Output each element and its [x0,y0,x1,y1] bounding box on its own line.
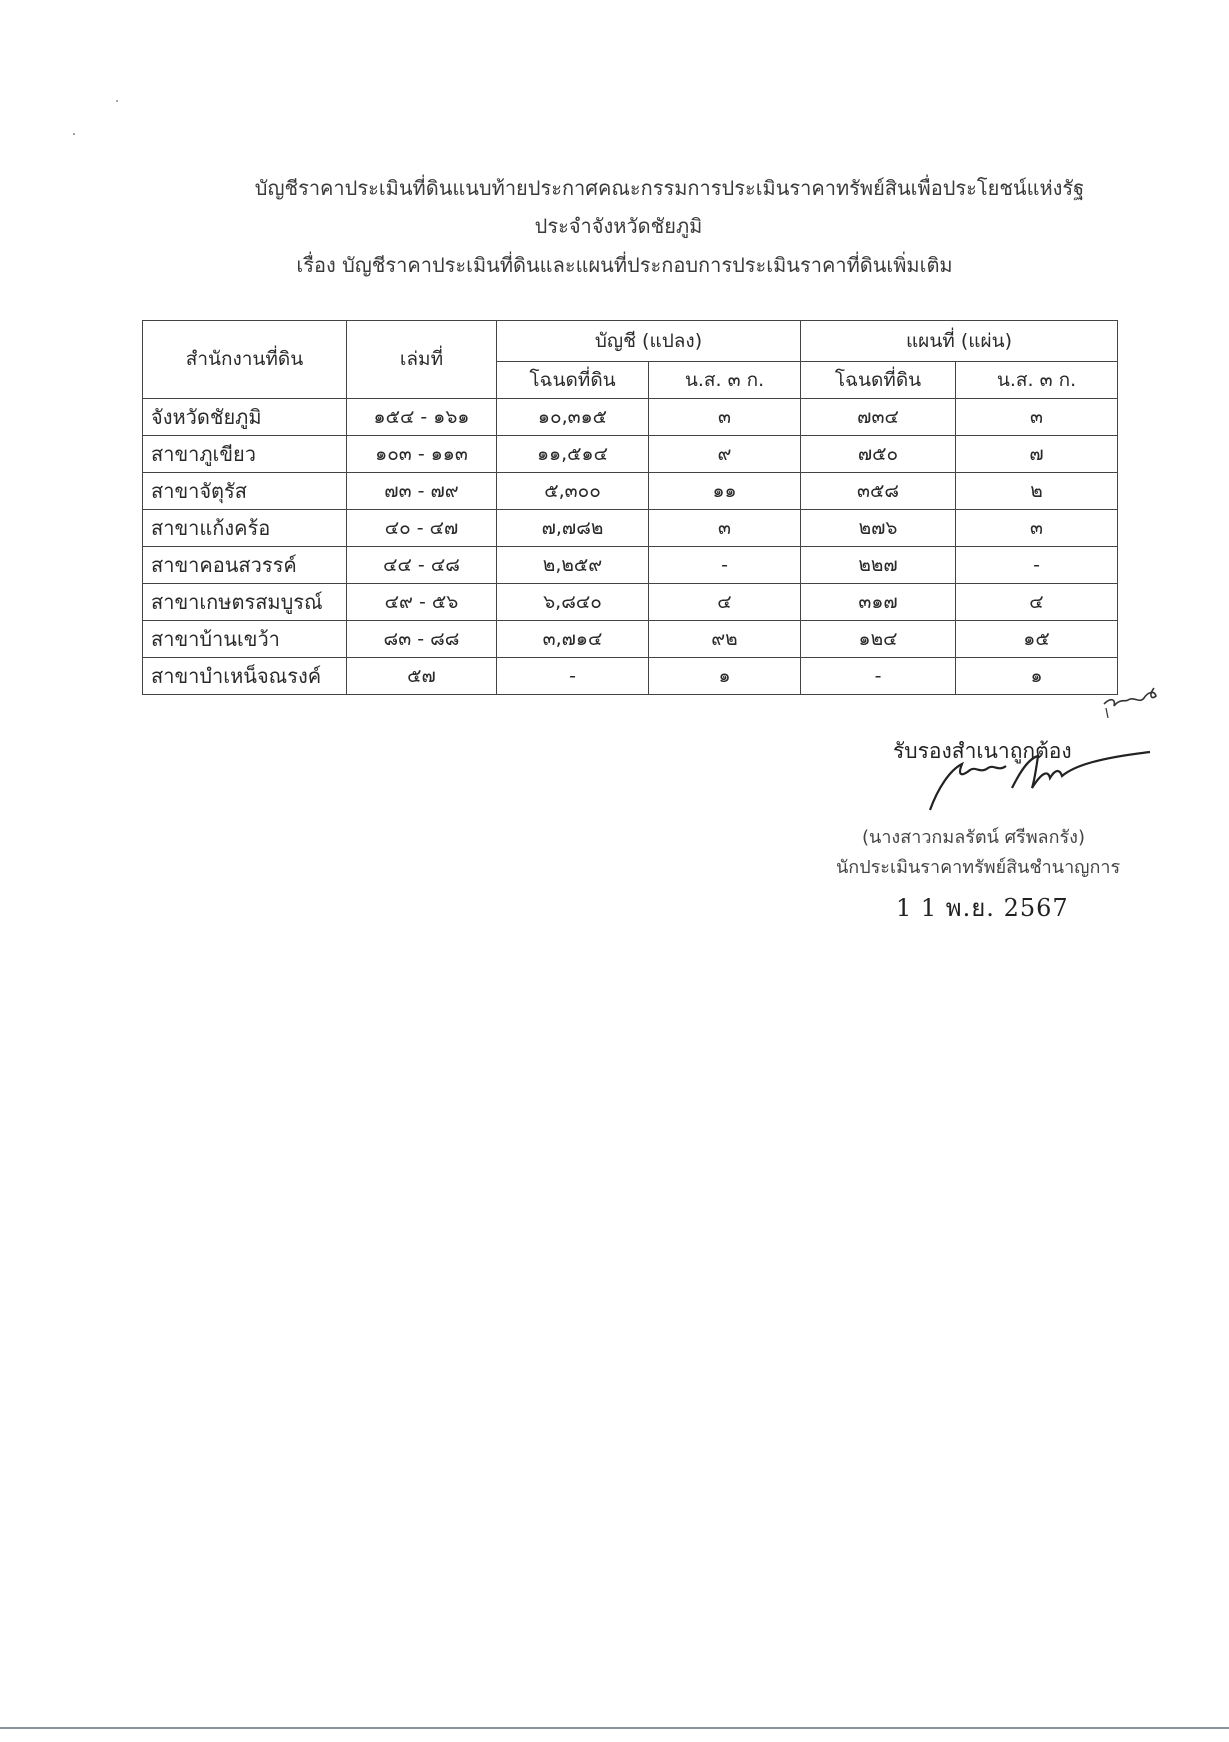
volume-cell: ๑๐๓ - ๑๑๓ [347,436,497,473]
account-ns3k-cell: ๓ [649,399,801,436]
office-cell: สาขาจัตุรัส [143,473,347,510]
volume-cell: ๔๐ - ๔๗ [347,510,497,547]
table-body [143,399,1118,695]
document-title-line-3: เรื่อง บัญชีราคาประเมินที่ดินและแผนที่ประกอบการประเมินราคาที่ดินเพิ่มเติม [296,253,953,277]
land-appraisal-table [142,320,1118,695]
office-cell: สาขาภูเขียว [143,436,347,473]
header-volume: เล่มที่ [347,321,497,399]
table-row [143,473,1118,510]
volume-cell: ๘๓ - ๘๘ [347,621,497,658]
certification-date-stamp: 1 1 พ.ย. 2567 [896,894,1069,922]
map-chanote-cell: ๒๒๗ [801,547,956,584]
table-row [143,584,1118,621]
table-row [143,399,1118,436]
office-cell: สาขาบ้านเขว้า [143,621,347,658]
account-chanote-cell: ๒,๒๕๙ [497,547,649,584]
document-title-line-1: บัญชีราคาประเมินที่ดินแนบท้ายประกาศคณะกรรมการประเมินราคาทรัพย์สินเพื่อประโยชน์แห่งรัฐ [254,176,1085,200]
account-ns3k-cell: ๑๑ [649,473,801,510]
map-ns3k-cell: - [956,547,1118,584]
scan-bottom-edge [0,1727,1229,1729]
table-row [143,621,1118,658]
map-chanote-cell: - [801,658,956,695]
volume-cell: ๑๕๔ - ๑๖๑ [347,399,497,436]
account-ns3k-cell: ๙๒ [649,621,801,658]
map-chanote-cell: ๗๕๐ [801,436,956,473]
map-ns3k-cell: ๑๕ [956,621,1118,658]
office-cell: สาขาคอนสวรรค์ [143,547,347,584]
table-row [143,510,1118,547]
map-chanote-cell: ๓๑๗ [801,584,956,621]
account-chanote-cell: ๖,๘๔๐ [497,584,649,621]
table-row [143,658,1118,695]
map-ns3k-cell: ๓ [956,510,1118,547]
signer-position: นักประเมินราคาทรัพย์สินชำนาญการ [836,857,1121,878]
account-chanote-cell: ๗,๗๘๒ [497,510,649,547]
map-chanote-cell: ๗๓๔ [801,399,956,436]
map-ns3k-cell: ๒ [956,473,1118,510]
account-ns3k-cell: ๔ [649,584,801,621]
scan-speck [116,100,118,102]
signer-name: (นางสาวกมลรัตน์ ศรีพลกรัง) [862,827,1085,848]
map-ns3k-cell: ๓ [956,399,1118,436]
certified-copy-label: รับรองสำเนาถูกต้อง [893,739,1072,763]
header-map-chanote: โฉนดที่ดิน [801,362,956,399]
scan-speck [73,133,75,135]
volume-cell: ๔๔ - ๔๘ [347,547,497,584]
table-row [143,436,1118,473]
account-ns3k-cell: ๓ [649,510,801,547]
signature [918,748,1158,818]
account-chanote-cell: ๑๑,๕๑๔ [497,436,649,473]
account-ns3k-cell: ๑ [649,658,801,695]
document-title-line-2: ประจำจังหวัดชัยภูมิ [534,214,703,238]
map-ns3k-cell: ๔ [956,584,1118,621]
header-map-ns3k: น.ส. ๓ ก. [956,362,1118,399]
header-account-group: บัญชี (แปลง) [497,321,801,362]
map-ns3k-cell: ๑ [956,658,1118,695]
office-cell: สาขาบำเหน็จณรงค์ [143,658,347,695]
account-chanote-cell: ๓,๗๑๔ [497,621,649,658]
table-row [143,547,1118,584]
volume-cell: ๔๙ - ๕๖ [347,584,497,621]
header-account-ns3k: น.ส. ๓ ก. [649,362,801,399]
header-office: สำนักงานที่ดิน [143,321,347,399]
account-chanote-cell: ๑๐,๓๑๕ [497,399,649,436]
office-cell: จังหวัดชัยภูมิ [143,399,347,436]
volume-cell: ๗๓ - ๗๙ [347,473,497,510]
map-chanote-cell: ๒๗๖ [801,510,956,547]
header-map-group: แผนที่ (แผ่น) [801,321,1118,362]
office-cell: สาขาเกษตรสมบูรณ์ [143,584,347,621]
office-cell: สาขาแก้งคร้อ [143,510,347,547]
account-chanote-cell: - [497,658,649,695]
map-ns3k-cell: ๗ [956,436,1118,473]
header-account-chanote: โฉนดที่ดิน [497,362,649,399]
account-ns3k-cell: - [649,547,801,584]
account-chanote-cell: ๕,๓๐๐ [497,473,649,510]
account-ns3k-cell: ๙ [649,436,801,473]
map-chanote-cell: ๓๕๘ [801,473,956,510]
initials-mark [1102,668,1162,718]
map-chanote-cell: ๑๒๔ [801,621,956,658]
volume-cell: ๕๗ [347,658,497,695]
